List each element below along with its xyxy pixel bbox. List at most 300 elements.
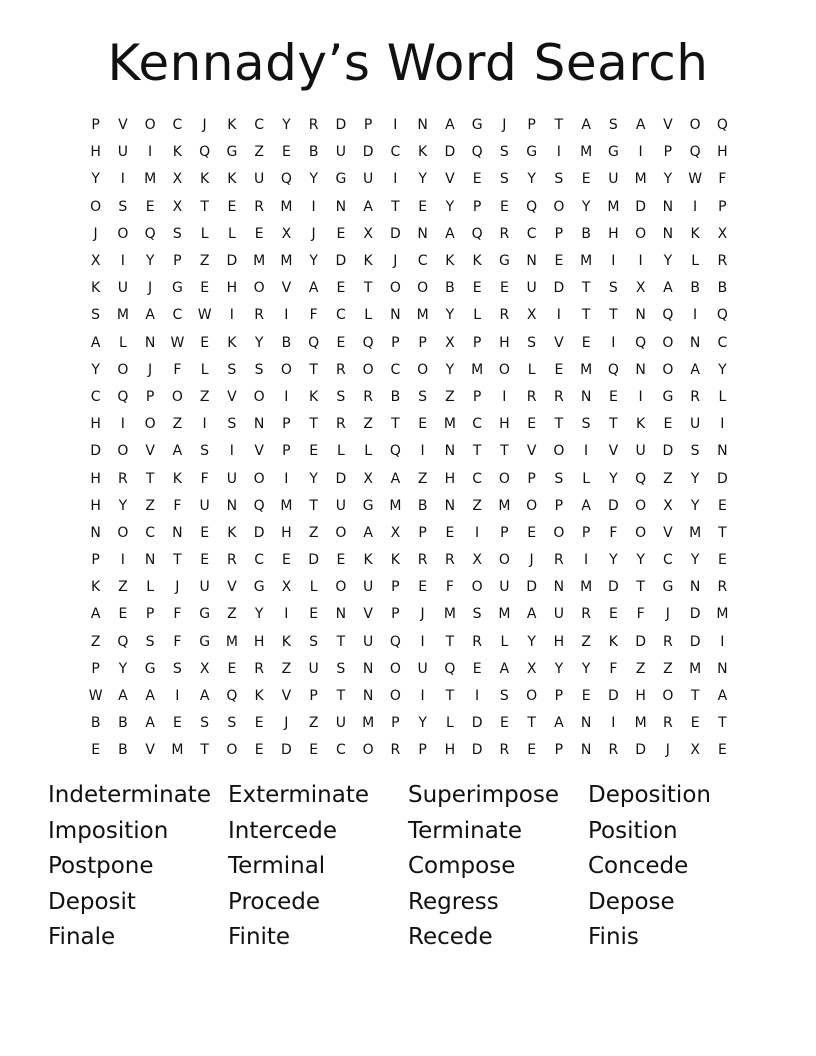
grid-letter: K — [472, 253, 482, 270]
grid-letter: M — [280, 253, 293, 270]
grid-letter: U — [254, 171, 265, 188]
grid-letter: Q — [117, 633, 129, 650]
grid-letter: S — [309, 633, 319, 650]
grid-letter: O — [471, 579, 483, 596]
grid-letter: D — [526, 579, 538, 596]
grid-letter: E — [309, 606, 319, 623]
grid-letter: B — [308, 144, 319, 161]
grid-letter: I — [693, 307, 698, 324]
grid-letter: M — [634, 715, 647, 732]
grid-letter: K — [227, 171, 237, 188]
grid-letter: B — [118, 715, 128, 732]
grid-letter: Z — [281, 660, 292, 677]
grid-letter: S — [118, 198, 128, 215]
grid-letter: M — [225, 633, 238, 650]
grid-letter: Q — [607, 361, 619, 378]
word-list-item: Imposition — [48, 817, 169, 844]
grid-letter: U — [553, 606, 564, 623]
grid-letter: A — [445, 225, 455, 242]
grid-letter: J — [502, 117, 507, 134]
grid-letter: T — [173, 552, 182, 569]
grid-letter: R — [363, 388, 373, 405]
grid-row — [82, 629, 736, 656]
grid-letter: Y — [145, 253, 155, 270]
grid-letter: R — [227, 552, 237, 569]
grid-letter: T — [690, 688, 700, 705]
grid-row — [82, 194, 736, 221]
grid-letter: Y — [663, 171, 673, 188]
grid-letter: Y — [527, 171, 536, 188]
grid-letter: S — [254, 361, 264, 378]
grid-letter: N — [335, 606, 347, 623]
letter-grid — [82, 112, 736, 765]
grid-letter: Y — [254, 334, 264, 351]
grid-letter: L — [718, 388, 727, 405]
grid-letter: E — [172, 715, 182, 732]
grid-letter: O — [417, 361, 429, 378]
grid-letter: P — [472, 334, 482, 351]
grid-letter: O — [144, 416, 156, 433]
grid-letter: E — [554, 253, 564, 270]
grid-letter: E — [472, 280, 482, 297]
grid-letter: N — [717, 660, 728, 677]
grid-letter: M — [689, 524, 702, 541]
grid-letter: U — [417, 660, 428, 677]
grid-letter: N — [689, 579, 701, 596]
grid-letter: B — [717, 280, 728, 297]
grid-letter: S — [418, 388, 428, 405]
grid-letter: I — [584, 552, 589, 569]
grid-letter: I — [556, 307, 561, 324]
grid-letter: D — [607, 497, 619, 514]
grid-letter: P — [527, 117, 536, 134]
grid-letter: S — [554, 171, 564, 188]
word-list-item: Deposition — [588, 782, 711, 808]
grid-letter: R — [526, 388, 537, 405]
grid-letter: E — [309, 742, 319, 759]
grid-letter: M — [580, 144, 593, 161]
grid-letter: Q — [389, 443, 401, 460]
grid-letter: P — [391, 579, 400, 596]
grid-letter: E — [581, 688, 591, 705]
grid-letter: P — [554, 497, 564, 514]
grid-letter: O — [635, 225, 647, 242]
grid-letter: Z — [254, 144, 264, 161]
grid-letter: K — [91, 579, 101, 596]
grid-letter: Y — [418, 715, 427, 732]
grid-letter: B — [445, 280, 455, 297]
grid-letter: L — [364, 307, 373, 324]
grid-letter: W — [88, 688, 103, 705]
grid-letter: S — [608, 280, 618, 297]
grid-letter: E — [527, 416, 537, 433]
grid-letter: T — [200, 742, 209, 759]
grid-letter: A — [145, 307, 155, 324]
grid-row — [82, 601, 736, 628]
grid-letter: Y — [690, 497, 700, 514]
grid-letter: V — [145, 742, 155, 759]
grid-row — [82, 683, 736, 710]
grid-letter: P — [91, 117, 100, 134]
grid-letter: Q — [716, 307, 728, 324]
grid-letter: U — [335, 497, 346, 514]
grid-letter: H — [553, 633, 565, 650]
grid-letter: P — [527, 470, 536, 487]
grid-letter: R — [308, 117, 319, 134]
grid-letter: L — [527, 361, 536, 378]
grid-letter: M — [443, 606, 456, 623]
grid-letter: R — [254, 198, 264, 215]
page-title: Kennady’s Word Search — [107, 34, 709, 92]
grid-letter: B — [690, 280, 700, 297]
grid-row — [82, 574, 736, 601]
grid-letter: K — [608, 633, 618, 650]
grid-letter: A — [581, 117, 591, 134]
grid-letter: A — [172, 443, 183, 460]
word-list-item: Finale — [48, 924, 116, 950]
grid-letter: T — [363, 280, 373, 297]
word-list-item: Terminal — [228, 853, 326, 879]
grid-letter: N — [253, 416, 265, 433]
grid-letter: E — [200, 524, 210, 541]
grid-letter: Y — [636, 552, 645, 569]
grid-letter: E — [227, 198, 237, 215]
grid-letter: C — [472, 416, 483, 433]
grid-letter: H — [444, 470, 456, 487]
grid-letter: M — [498, 497, 511, 514]
grid-letter: T — [336, 688, 346, 705]
grid-letter: Z — [472, 497, 482, 514]
grid-row — [82, 493, 736, 520]
grid-letter: K — [227, 117, 237, 134]
grid-letter: A — [118, 688, 128, 705]
grid-letter: N — [553, 579, 565, 596]
grid-letter: X — [635, 280, 646, 297]
grid-letter: E — [608, 388, 618, 405]
grid-letter: O — [389, 280, 401, 297]
grid-letter: E — [281, 144, 291, 161]
grid-letter: X — [445, 334, 455, 351]
grid-letter: N — [444, 497, 456, 514]
grid-letter: J — [393, 253, 398, 270]
grid-letter: H — [90, 470, 101, 487]
grid-letter: G — [662, 579, 674, 596]
grid-letter: T — [336, 633, 346, 650]
grid-row — [82, 737, 736, 764]
grid-letter: I — [284, 470, 289, 487]
grid-letter: P — [173, 253, 182, 270]
grid-letter: Z — [635, 660, 646, 677]
grid-letter: S — [145, 633, 155, 650]
grid-letter: V — [554, 334, 564, 351]
grid-letter: E — [581, 171, 591, 188]
grid-letter: Z — [199, 388, 210, 405]
grid-letter: C — [662, 552, 673, 569]
grid-letter: H — [253, 633, 265, 650]
grid-row — [82, 112, 736, 139]
grid-letter: E — [336, 334, 346, 351]
grid-row — [82, 656, 736, 683]
grid-letter: Q — [199, 144, 211, 161]
grid-letter: Q — [662, 307, 674, 324]
grid-letter: L — [500, 633, 509, 650]
grid-letter: N — [362, 688, 374, 705]
grid-letter: P — [554, 688, 564, 705]
grid-letter: Q — [144, 225, 156, 242]
grid-letter: I — [720, 416, 725, 433]
grid-letter: Z — [445, 388, 455, 405]
word-list — [48, 778, 788, 956]
grid-letter: Z — [663, 660, 673, 677]
grid-letter: T — [309, 497, 318, 514]
grid-letter: Q — [526, 198, 538, 215]
grid-letter: O — [417, 280, 429, 297]
grid-letter: I — [693, 198, 698, 215]
grid-letter: F — [173, 606, 182, 623]
grid-letter: Q — [471, 225, 483, 242]
grid-letter: D — [716, 470, 728, 487]
grid-letter: N — [580, 742, 592, 759]
grid-letter: V — [526, 443, 537, 460]
grid-letter: J — [529, 552, 534, 569]
grid-letter: E — [309, 443, 319, 460]
grid-letter: P — [363, 117, 373, 134]
grid-letter: A — [390, 470, 401, 487]
grid-letter: D — [635, 198, 647, 215]
grid-letter: D — [335, 470, 347, 487]
grid-letter: R — [254, 660, 264, 677]
grid-letter: M — [144, 171, 157, 188]
grid-letter: I — [720, 633, 725, 650]
grid-letter: X — [363, 470, 373, 487]
grid-letter: J — [175, 579, 180, 596]
grid-letter: I — [284, 388, 289, 405]
grid-letter: I — [611, 253, 616, 270]
grid-row — [82, 465, 736, 492]
grid-letter: T — [609, 416, 618, 433]
grid-letter: J — [665, 742, 670, 759]
grid-letter: P — [91, 552, 100, 569]
grid-row — [82, 221, 736, 248]
grid-letter: C — [417, 253, 428, 270]
grid-letter: U — [363, 579, 374, 596]
grid-letter: D — [635, 633, 647, 650]
grid-letter: I — [120, 253, 125, 270]
grid-letter: A — [445, 117, 455, 134]
grid-row — [82, 438, 736, 465]
grid-row — [82, 139, 736, 166]
grid-letter: X — [526, 307, 537, 324]
grid-letter: B — [390, 388, 401, 405]
word-list-item: Exterminate — [228, 782, 369, 808]
grid-letter: N — [226, 497, 238, 514]
grid-letter: I — [420, 633, 425, 650]
grid-letter: E — [499, 715, 509, 732]
grid-letter: N — [417, 225, 428, 242]
grid-letter: L — [200, 361, 209, 378]
grid-letter: U — [363, 171, 374, 188]
grid-letter: I — [202, 416, 207, 433]
grid-row — [82, 411, 736, 438]
grid-letter: A — [526, 606, 537, 623]
grid-letter: D — [607, 579, 619, 596]
grid-letter: J — [93, 225, 98, 242]
grid-letter: T — [200, 198, 209, 215]
grid-letter: L — [691, 253, 700, 270]
grid-letter: D — [308, 552, 320, 569]
grid-letter: N — [144, 552, 156, 569]
grid-letter: L — [473, 307, 482, 324]
grid-letter: R — [254, 307, 264, 324]
grid-letter: M — [634, 171, 647, 188]
grid-letter: A — [145, 688, 155, 705]
grid-letter: S — [172, 660, 182, 677]
grid-letter: E — [499, 280, 509, 297]
grid-letter: I — [638, 253, 643, 270]
grid-letter: E — [554, 361, 564, 378]
grid-letter: I — [638, 388, 643, 405]
grid-letter: T — [554, 416, 564, 433]
grid-letter: Y — [581, 660, 591, 677]
grid-letter: R — [499, 742, 510, 759]
grid-letter: I — [229, 307, 234, 324]
grid-letter: N — [526, 253, 537, 270]
grid-letter: E — [336, 552, 346, 569]
grid-letter: C — [254, 552, 265, 569]
grid-letter: M — [689, 660, 702, 677]
grid-letter: C — [335, 742, 346, 759]
grid-letter: A — [363, 524, 373, 541]
grid-letter: H — [499, 334, 510, 351]
grid-letter: Y — [418, 171, 427, 188]
grid-letter: V — [254, 443, 264, 460]
word-list-item: Depose — [588, 888, 675, 915]
grid-letter: O — [335, 579, 347, 596]
grid-letter: I — [148, 144, 153, 161]
grid-letter: T — [445, 688, 455, 705]
grid-letter: T — [445, 633, 455, 650]
grid-letter: G — [253, 579, 265, 596]
grid-letter: Y — [445, 307, 455, 324]
grid-letter: P — [282, 443, 291, 460]
grid-letter: E — [254, 742, 264, 759]
grid-letter: U — [608, 171, 619, 188]
grid-letter: P — [145, 388, 155, 405]
grid-letter: P — [391, 606, 400, 623]
grid-letter: W — [197, 307, 212, 324]
grid-letter: P — [391, 334, 400, 351]
grid-row — [82, 330, 736, 357]
grid-letter: C — [472, 470, 483, 487]
grid-letter: V — [608, 443, 619, 460]
grid-letter: E — [690, 715, 700, 732]
grid-letter: I — [584, 443, 589, 460]
grid-letter: M — [580, 361, 593, 378]
grid-letter: R — [717, 253, 728, 270]
grid-letter: N — [689, 334, 701, 351]
grid-letter: G — [362, 497, 374, 514]
grid-letter: R — [608, 742, 619, 759]
grid-letter: Q — [444, 660, 456, 677]
grid-letter: Y — [91, 171, 100, 188]
grid-letter: A — [581, 497, 591, 514]
grid-letter: O — [389, 660, 401, 677]
grid-row — [82, 275, 736, 302]
grid-letter: E — [418, 579, 428, 596]
grid-letter: E — [91, 742, 101, 759]
grid-letter: Y — [527, 633, 536, 650]
grid-letter: X — [281, 579, 292, 596]
grid-letter: N — [362, 660, 374, 677]
grid-letter: Z — [663, 470, 673, 487]
grid-letter: N — [90, 524, 101, 541]
word-list-item: Superimpose — [408, 782, 559, 808]
grid-row — [82, 710, 736, 737]
grid-letter: U — [499, 579, 510, 596]
grid-letter: J — [148, 361, 153, 378]
grid-letter: C — [145, 524, 156, 541]
grid-letter: X — [90, 253, 101, 270]
grid-letter: N — [335, 198, 347, 215]
grid-letter: F — [309, 307, 318, 324]
grid-letter: I — [420, 443, 425, 460]
grid-letter: H — [90, 144, 101, 161]
grid-letter: N — [717, 443, 728, 460]
grid-letter: D — [335, 117, 347, 134]
grid-letter: R — [499, 225, 510, 242]
grid-letter: X — [717, 225, 728, 242]
grid-letter: G — [498, 253, 510, 270]
grid-letter: U — [308, 660, 319, 677]
grid-letter: I — [475, 524, 480, 541]
grid-letter: Q — [689, 144, 701, 161]
grid-letter: G — [335, 171, 347, 188]
grid-letter: I — [229, 443, 234, 460]
grid-letter: E — [717, 497, 727, 514]
grid-letter: Y — [581, 198, 591, 215]
grid-letter: H — [281, 524, 292, 541]
grid-row — [82, 384, 736, 411]
grid-letter: D — [280, 742, 292, 759]
grid-letter: O — [253, 388, 265, 405]
grid-letter: E — [527, 742, 537, 759]
grid-letter: X — [199, 660, 210, 677]
grid-letter: L — [336, 443, 345, 460]
grid-letter: I — [502, 388, 507, 405]
grid-letter: A — [363, 198, 373, 215]
grid-letter: J — [311, 225, 316, 242]
grid-letter: T — [636, 579, 645, 596]
grid-letter: G — [662, 388, 674, 405]
grid-letter: C — [172, 307, 183, 324]
grid-letter: Q — [471, 144, 483, 161]
grid-letter: M — [471, 361, 484, 378]
grid-letter: O — [226, 742, 238, 759]
grid-letter: K — [390, 552, 400, 569]
grid-letter: E — [472, 171, 482, 188]
grid-letter: A — [663, 280, 673, 297]
grid-letter: Z — [145, 497, 155, 514]
grid-letter: R — [336, 361, 346, 378]
grid-letter: R — [445, 552, 455, 569]
grid-letter: T — [527, 715, 536, 732]
grid-letter: N — [662, 198, 674, 215]
grid-letter: A — [145, 715, 155, 732]
grid-letter: Z — [199, 253, 210, 270]
grid-letter: I — [120, 552, 125, 569]
grid-letter: V — [227, 388, 237, 405]
grid-letter: P — [418, 524, 427, 541]
